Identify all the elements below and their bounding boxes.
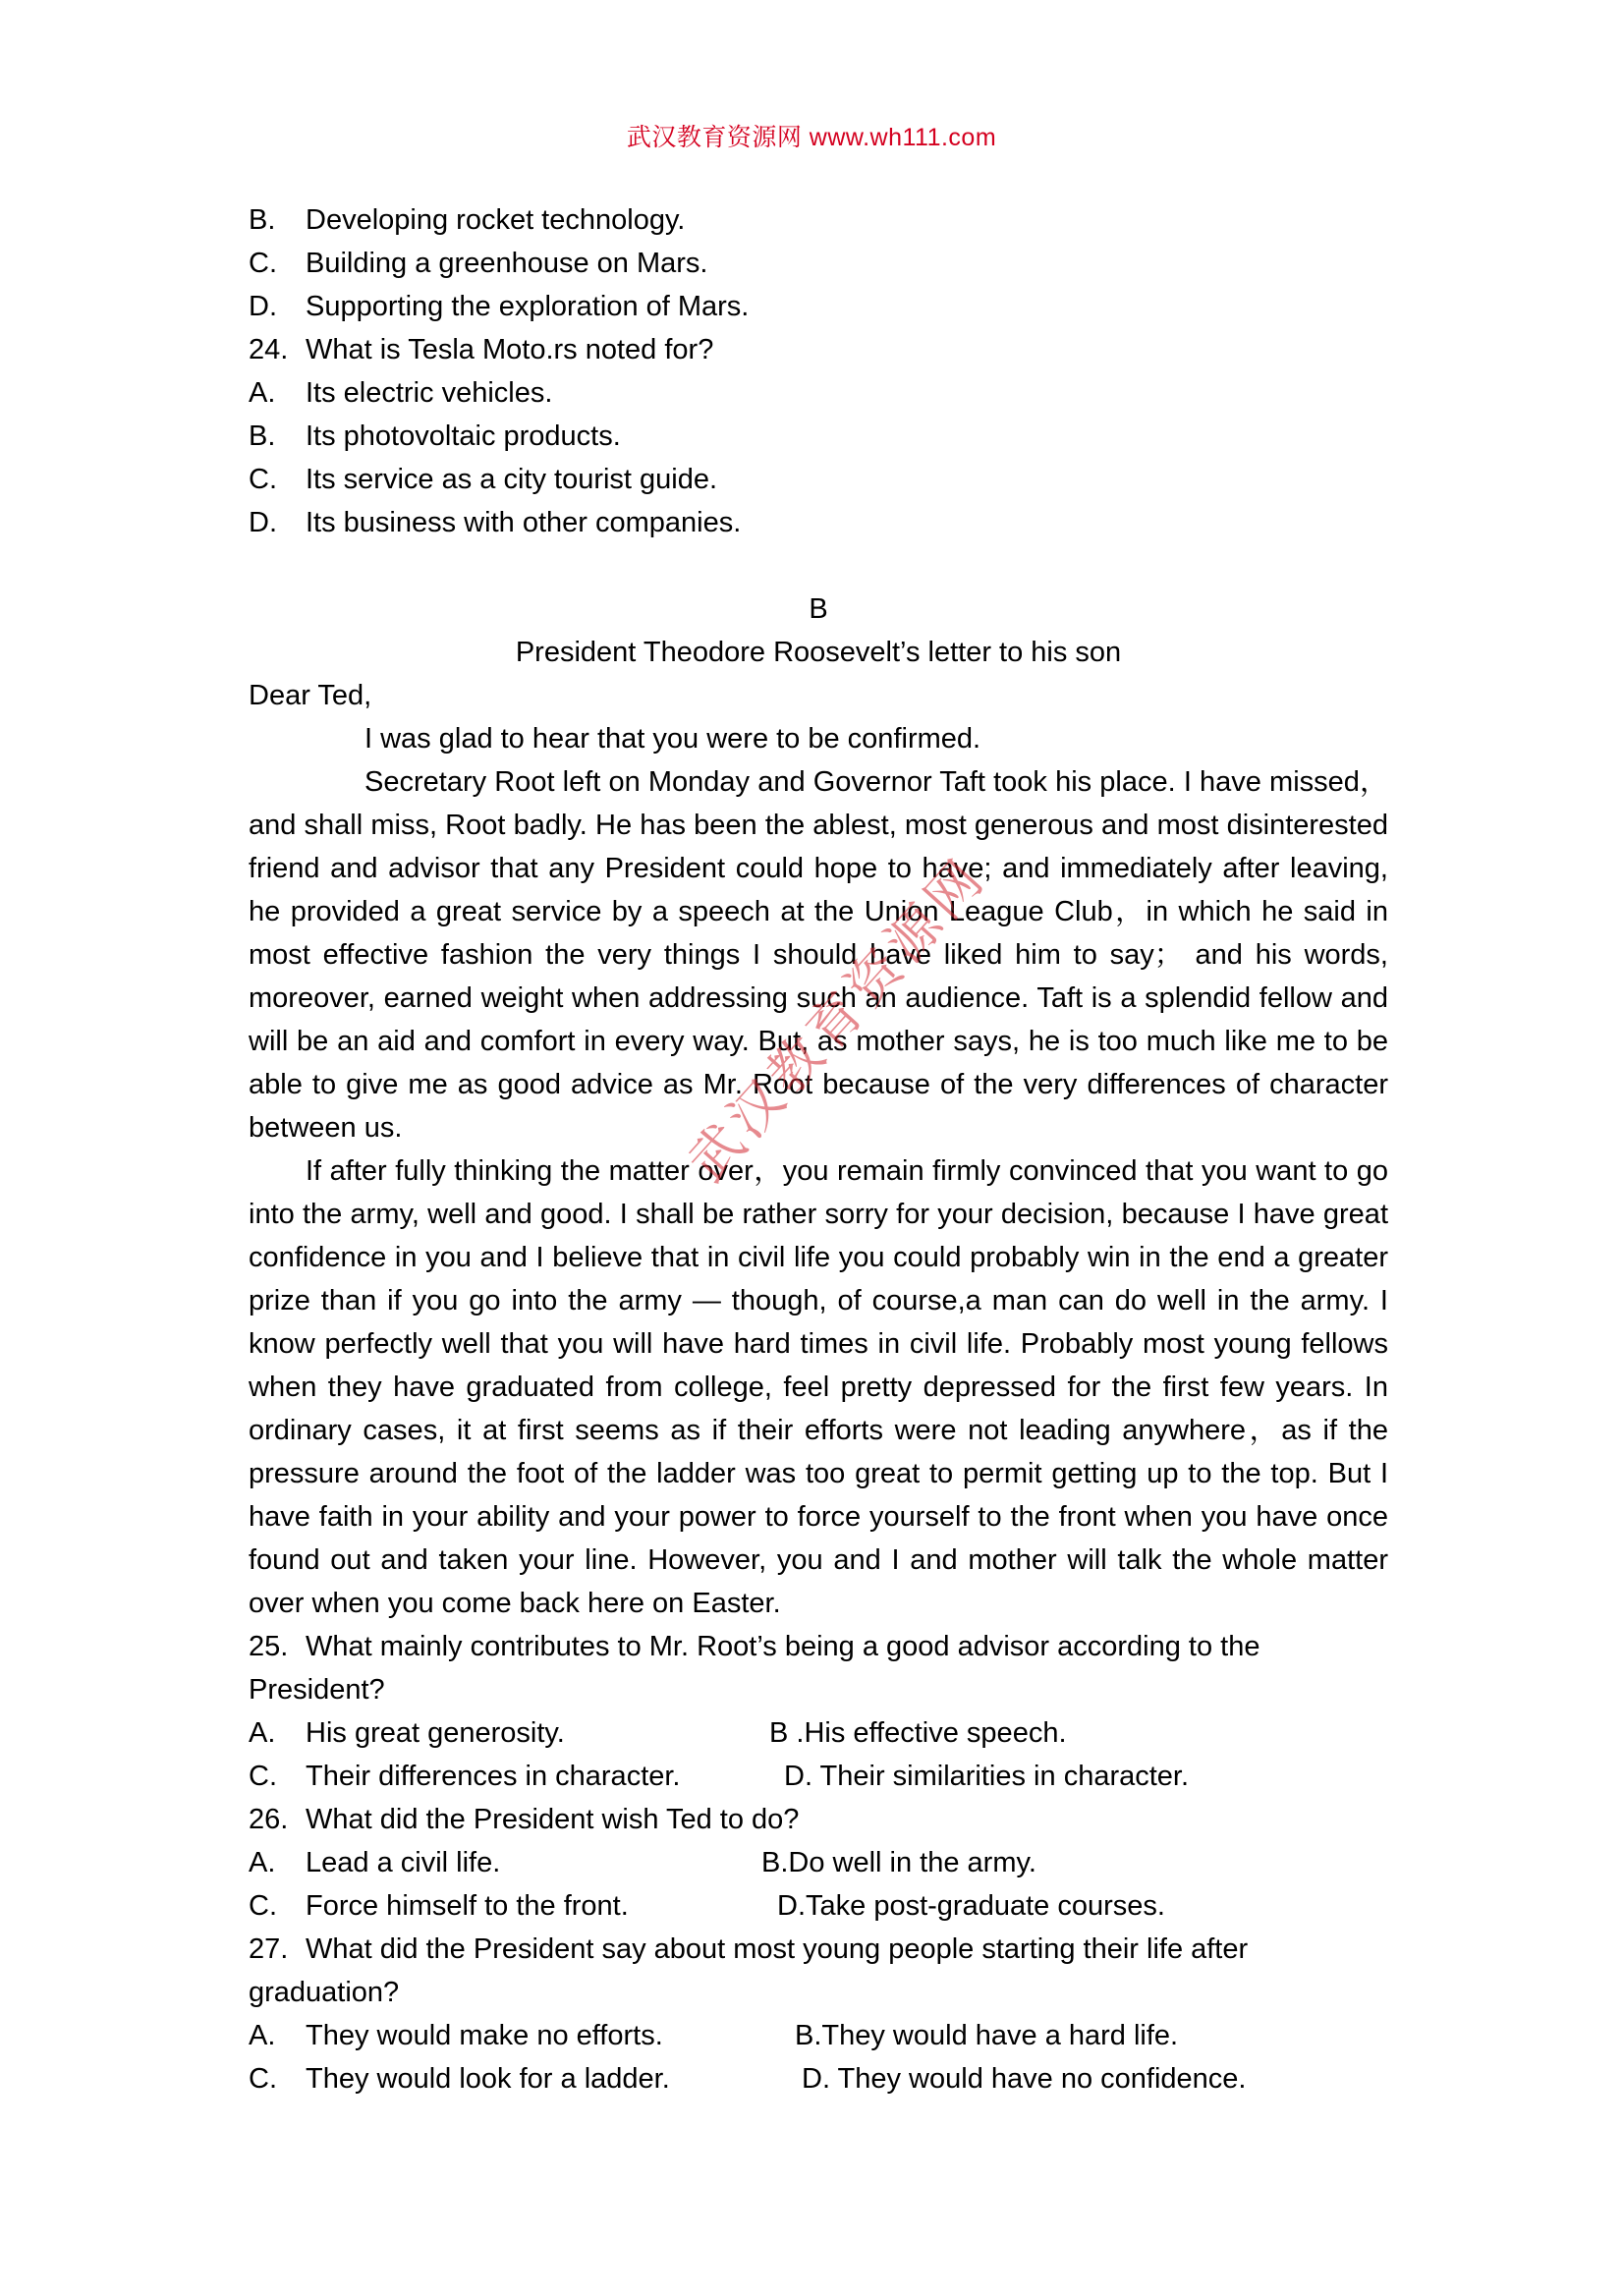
question-26: 26. What did the President wish Ted to do? [249,1804,800,1835]
question-25: 25. What mainly contributes to Mr. Root’s being a good advisor according to the President? [249,1631,1260,1706]
passage-paragraph-3: If after fully thinking the matter over，you remain firmly convinced that you want to go into the army, well and good. I shall be rather sorry for your decision, because I have great confidence in you and I believe that in civil life you could probably win in the end a greater prize than if you go into the army — though, of course,a man can do well in the army. I know perfectly well that you will have hard times in civil life. Probably most young fellows when they have graduated from college, feel pretty depressed for the first few years. In ordinary cases, it at first seems as if their efforts were not leading anywhere，as if the pressure around the foot of the ladder was too great to permit getting up to the top. But I have faith in your ability and your power to force yourself to the front when you have once found out and taken your line. However, you and I and mother will talk the whole matter over when you come back here on Easter. [249,1155,1388,1619]
section-letter: B [809,593,828,625]
q24-option-b: B. Its photovoltaic products. [249,420,621,452]
q26-options-row-1: A. Lead a civil life. B.Do well in the army. [249,1841,1388,1884]
exam-page [249,198,1388,2100]
q25-options-row-2: C. Their differences in character. D. Their similarities in character. [249,1755,1388,1798]
q25-option-a: His great generosity. [306,1717,565,1749]
q27-option-b: B.They would have a hard life. [795,2020,1179,2051]
q24-option-a: A. Its electric vehicles. [249,377,553,409]
letter-greeting: Dear Ted, [249,680,372,711]
q23-option-d: D. Supporting the exploration of Mars. [249,291,750,322]
q26-option-c: Force himself to the front. [306,1890,629,1922]
q26-option-a: Lead a civil life. [306,1847,501,1878]
q27-option-c: They would look for a ladder. [306,2063,670,2095]
question-27: 27. What did the President say about most young people starting their life after graduation? [249,1933,1249,2008]
passage-title: President Theodore Roosevelt’s letter to his son [515,637,1122,668]
q27-option-a: They would make no efforts. [306,2020,663,2051]
question-24: 24. What is Tesla Moto.rs noted for? [249,334,714,365]
q25-option-b: B .His effective speech. [769,1717,1067,1749]
q25-option-d: D. Their similarities in character. [784,1761,1190,1792]
q23-option-b: B. Developing rocket technology. [249,204,686,236]
q27-option-d: D. They would have no confidence. [802,2063,1247,2095]
passage-paragraph-1: I was glad to hear that you were to be confirmed. [364,723,981,755]
q24-option-d: D. Its business with other companies. [249,507,742,538]
q25-option-c: Their differences in character. [306,1761,681,1792]
q24-option-c: C. Its service as a city tourist guide. [249,464,718,495]
watermark-text: 武汉教育资源网 [676,845,999,1194]
q23-option-c: C. Building a greenhouse on Mars. [249,248,708,279]
q25-options-row-1: A. His great generosity. B .His effective speech. [249,1711,1388,1755]
q26-option-b: B.Do well in the army. [761,1847,1036,1878]
q27-options-row-1: A. They would make no efforts. B.They would have a hard life. [249,2014,1388,2057]
passage-paragraph-2: Secretary Root left on Monday and Governor Taft took his place. I have missed，and shall miss, Root badly. He has been the ablest, most generous and most disinterested friend and advisor that any President could hope to have; and immediately after leaving, he provided a great service by a speech at the Union League Club，in which he said in most effective fashion the very things I should have liked him to say； and his words, moreover, earned weight when addressing such an audience. Taft is a splendid fellow and will be an aid and comfort in every way. But, as mother says, he is too much like me to be able to give me as good advice as Mr. Root because of the very differences of character between us. [249,766,1388,1144]
q27-options-row-2: C. They would look for a ladder. D. They would have no confidence. [249,2057,1388,2100]
q26-options-row-2: C. Force himself to the front. D.Take post-graduate courses. [249,1884,1388,1928]
site-header-link[interactable]: 武汉教育资源网 www.wh111.com [626,124,997,151]
q26-option-d: D.Take post-graduate courses. [777,1890,1165,1922]
